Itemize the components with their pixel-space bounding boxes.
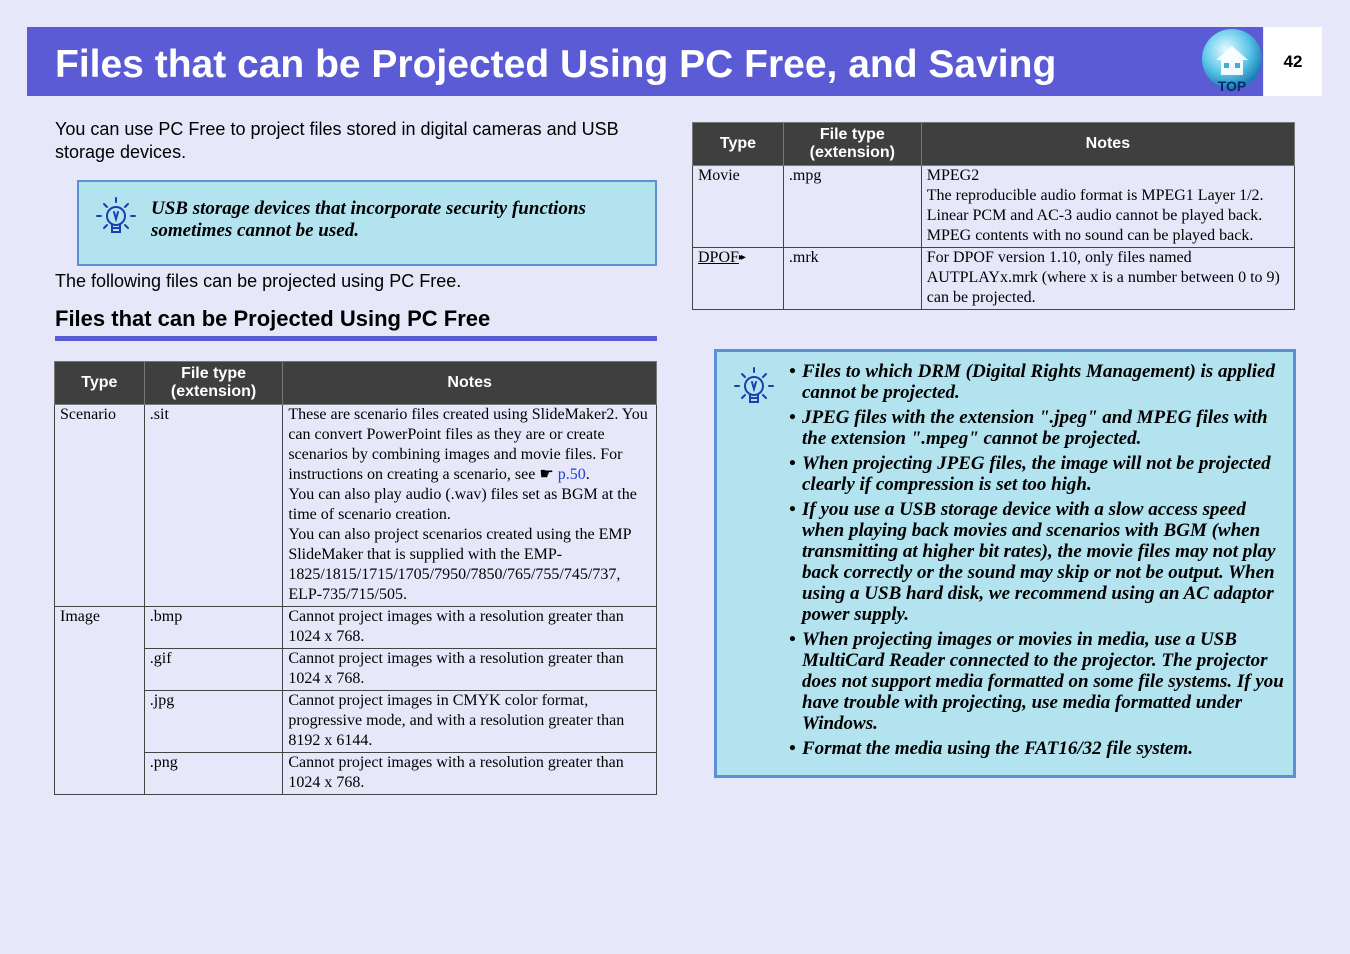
page-title: Files that can be Projected Using PC Free, and Saving — [55, 43, 1057, 86]
glossary-arrow-icon: ▸▸ — [738, 252, 743, 263]
notes-cell: These are scenario files created using SlideMaker2. You can convert PowerPoint files as they are or create scenarios by combining images and movie files. For instructions on creating a scenario, see ☛ p.50. You can also play audio (.wav) files set as BGM at the time of scenario creation. You can also project scenarios created using the EMP SlideMaker that is supplied with the EMP-1825/1815/1715/1705/7950/7850/765/755/745/737, ELP-735/715/505. — [283, 405, 657, 607]
note-list — [789, 361, 1284, 763]
notes-cell: For DPOF version 1.10, only files named AUTPLAYx.mrk (where x is a number between 0 to 9) can be projected. — [921, 248, 1294, 310]
dpof-glossary-link[interactable]: DPOF — [698, 249, 739, 266]
type-cell — [693, 248, 784, 310]
table-row — [693, 248, 1295, 310]
ext-cell: .mpg — [783, 166, 921, 248]
note-text: USB storage devices that incorporate security functions sometimes cannot be used. — [151, 198, 586, 241]
ext-cell: .mrk — [783, 248, 921, 310]
col-file-type: File type (extension) — [783, 123, 921, 166]
list-item: • If you use a USB storage device with a slow access speed when playing back movies and scenarios with BGM (when transmitting at higher bit rates), the movie files may not play back correctly or the sound may skip or not be output. When using a USB hard disk, we recommend using an AC adaptor power supply. — [789, 499, 1284, 625]
ext-cell: .bmp — [144, 607, 283, 649]
ext-cell: .sit — [144, 405, 283, 607]
col-type: Type — [693, 123, 784, 166]
list-item: • When projecting images or movies in media, use a USB MultiCard Reader connected to the projector. The projector does not support media formatted on some file systems. If you have trouble with projecting, use media formatted under Windows. — [789, 629, 1284, 734]
section-heading: Files that can be Projected Using PC Free — [55, 306, 491, 331]
pointing-hand-icon: ☛ — [539, 466, 554, 483]
top-label: TOP — [1217, 78, 1247, 94]
ext-cell: .png — [144, 753, 283, 795]
section-heading-rule — [55, 336, 657, 341]
page-number: 42 — [1283, 52, 1303, 71]
col-type: Type — [55, 362, 145, 405]
note-box-list — [714, 349, 1296, 778]
table-header-row — [55, 362, 657, 405]
page-header — [27, 27, 1263, 96]
col-notes: Notes — [283, 362, 657, 405]
type-cell: Scenario — [55, 405, 145, 607]
page-ref-link[interactable]: ☛ p.50 — [539, 466, 586, 483]
lightbulb-icon — [91, 194, 141, 244]
pc-free-file-table — [54, 361, 657, 795]
table-row — [693, 166, 1295, 248]
notes-cell: Cannot project images with a resolution greater than 1024 x 768. — [283, 649, 657, 691]
notes-cell: MPEG2 The reproducible audio format is MPEG1 Layer 1/2. Linear PCM and AC-3 audio cannot be played back. MPEG contents with no sound can be played back. — [921, 166, 1294, 248]
note-box — [77, 180, 657, 266]
intro-paragraph: You can use PC Free to project files stored in digital cameras and USB storage devices. — [55, 119, 619, 162]
list-item: • Files to which DRM (Digital Rights Management) is applied cannot be projected. — [789, 361, 1284, 403]
top-button[interactable] — [1200, 28, 1264, 96]
col-file-type: File type (extension) — [144, 362, 283, 405]
page-number-box — [1264, 27, 1322, 96]
table-row — [55, 691, 657, 753]
notes-cell: Cannot project images with a resolution greater than 1024 x 768. — [283, 607, 657, 649]
table-row — [55, 405, 657, 607]
notes-cell: Cannot project images in CMYK color format, progressive mode, and with a resolution greater than 8192 x 6144. — [283, 691, 657, 753]
lightbulb-icon — [729, 364, 779, 414]
col-notes: Notes — [921, 123, 1294, 166]
pc-free-file-table-continued — [692, 122, 1295, 310]
notes-cell: Cannot project images with a resolution greater than 1024 x 768. — [283, 753, 657, 795]
list-item: • When projecting JPEG files, the image will not be projected clearly if compression is set too high. — [789, 453, 1284, 495]
table-row — [55, 607, 657, 649]
type-cell: Image — [55, 607, 145, 795]
ext-cell: .gif — [144, 649, 283, 691]
list-item: • Format the media using the FAT16/32 file system. — [789, 738, 1284, 759]
table-header-row — [693, 123, 1295, 166]
type-cell: Movie — [693, 166, 784, 248]
list-item: • JPEG files with the extension ".jpeg" and MPEG files with the extension ".mpeg" cannot be projected. — [789, 407, 1284, 449]
table-row — [55, 649, 657, 691]
table-row — [55, 753, 657, 795]
body-paragraph: The following files can be projected using PC Free. — [55, 271, 462, 291]
ext-cell: .jpg — [144, 691, 283, 753]
